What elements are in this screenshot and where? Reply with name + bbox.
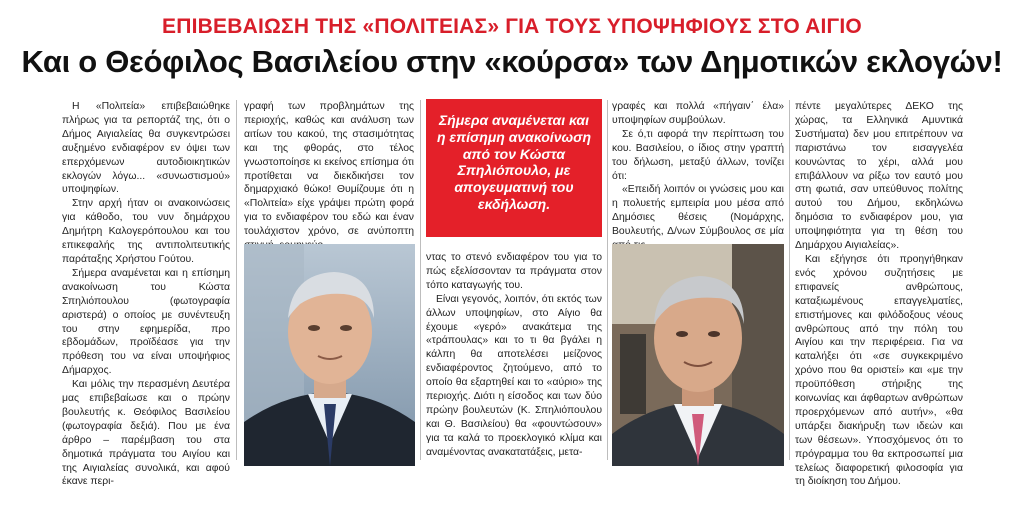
article-column-1 <box>62 100 230 489</box>
column-divider <box>236 100 237 460</box>
article-column-3 <box>426 251 602 460</box>
paragraph: Σήμερα αναμένεται και η επίσημη ανακοίνωση του Κώστα Σπηλιόπουλου (φωτογραφία αριστερά) ο οποίος με συνέντευξη του στην εφημερίδα, προ εβδομάδων, προϊδέασε για την πρόθεση του να είναι υποψήφιος Δήμαρχος. <box>62 267 230 377</box>
paragraph: πέντε μεγαλύτερες ΔΕΚΟ της χώρας, τα Ελληνικά Αμυντικά Συστήματα) δεν μου επιτρέπουν να παριστάνω τον εισαγγελέα κουνώντας το χέρι, αλλά μου επιβάλλουν να ρίξω τον εαυτό μου στη φωτιά, σαν υπεύθυνος πολίτης αυτού του Δήμου, εκδηλώνω δημόσια το ενδιαφέρον μου, για υποψηφιότητα για τη θέση του Δημάρχου Αιγιαλείας». <box>795 101 963 252</box>
column-divider <box>607 100 608 460</box>
kicker: ΕΠΙΒΕΒΑΙΩΣΗ ΤΗΣ «ΠΟΛΙΤΕΙΑΣ» ΓΙΑ ΤΟΥΣ ΥΠΟΨΗΦΙΟΥΣ ΣΤΟ ΑΙΓΙΟ <box>162 15 862 38</box>
headline: Και ο Θεόφιλος Βασιλείου στην «κούρσα» των Δημοτικών εκλογών! <box>21 44 1003 79</box>
article-column-5 <box>795 100 963 489</box>
portrait-image <box>612 244 784 466</box>
paragraph: Η «Πολιτεία» επιβεβαιώθηκε πλήρως για τα ρεπορτάζ της, ότι ο Δήμος Αιγιαλείας θα συγκεντρώσει αυξημένο ενδιαφέρον εν όψει των επερχόμενων αυτοδιοικητικών εκλογών λόγω... «συνωστισμού» υποψηφίων. <box>62 101 230 196</box>
paragraph: «Επειδή λοιπόν οι γνώσεις μου και η πολυετής εμπειρία μου μέσα από Δημόσιες θέσεις (Νομάρχης, Βουλευτής, Δ/νων Σύμβουλος σε μία <box>612 184 784 238</box>
photo-spiliopoulos <box>244 244 415 466</box>
column-divider <box>789 100 790 460</box>
column-divider <box>420 100 421 460</box>
paragraph: γραφές και πολλά «πήγαιν΄ έλα» υποψηφίων συμβούλων. <box>612 101 784 126</box>
photo-vasileiou <box>612 244 784 466</box>
portrait-image <box>244 244 415 466</box>
paragraph: Σε ό,τι αφορά την περίπτωση του κου. Βασιλείου, ο ίδιος στην γραπτή του δήλωση, μεταξύ άλλων, τονίζει ότι: <box>612 128 784 182</box>
paragraph: γραφή των προβλημάτων της περιοχής, καθώς και ανάλυση των αιτίων του κακού, της στασιμότητας και της φθοράς, στο τέλος γνωστοποίησε κι εκείνος επίσημα ότι προτίθεται να διεκδικήσει τον δημαρχιακό θώκο! Θυμίζουμε ότι η «Πολιτεία» είχε γράψει πρώτη φορά για το ενδιαφέρον του εδώ και έναν τουλάχιστον χρόνο, σε ανύποπτη <box>244 101 414 238</box>
paragraph: ντας το στενό ενδιαφέρον του για το πώς εξελίσσονταν τα πράγματα στον τόπο καταγωγής του. <box>426 252 602 291</box>
paragraph: Στην αρχή ήταν οι ανακοινώσεις για κάθοδο, του νυν δημάρχου Δημήτρη Καλογερόπουλου και του επικεφαλής της αντιπολιτευτικής παράταξης Χρήστου Γούτου. <box>62 198 230 265</box>
pull-quote: Σήμερα αναμένεται και η επίσημη ανακοίνωση από τον Κώστα Σπηλιόπουλο, με απογευματινή του εκδήλωση. <box>426 99 602 237</box>
paragraph: Και εξήγησε ότι προηγήθηκαν ενός χρόνου συζητήσεις με επιφανείς ανθρώπους, καταξιωμένους επαγγελματίες, επιστήμονες και φιλόδοξους νέους ανθρώπους από την πόλη του Αιγίου και την περιφέρεια. Για να καταλήξει ότι «σε συγκεκριμένο χρόνο που θα οριστεί» και «με την προϋπόθεση στήριξης της κοινωνίας και άφθαρτων ανθρώπων προερχόμενων από αυτήν», «θα υπάρξει διακήρυξη των ιδεών και των θέσεων». Υποσχόμενος ότι το πρόγραμμα του θα εκπροσωπεί μια τελείως διαφορετική φιλοσοφία για τη διοίκηση του Δήμου. <box>795 253 963 488</box>
article-column-2 <box>244 100 414 253</box>
paragraph: Είναι γεγονός, λοιπόν, ότι εκτός των άλλων υποψηφίων, στο Αίγιο θα έχουμε «γερό» ανακάτεμα της «τράπουλας» και το τι θα βγάλει η κάλπη θα αποτελέσει μείζονος ενδιαφέροντος ζητούμενο, από το οποίο θα εξαρτηθεί και το «αύριο» της περιοχής. Διότι η είσοδος και των δύο πρώην βουλευτών (Κ. Σπηλιόπουλου και Θ. Βασιλείου) θα «φουντώσουν» για τα καλά το προεκλογικό κλίμα και αναμένοντας ανακατατάξεις, μετα- <box>426 293 602 458</box>
paragraph: Και μόλις την περασμένη Δευτέρα μας επιβεβαίωσε και ο πρώην βουλευτής κ. Θεόφιλος Βασιλείου (φωτογραφία δεξιά). Που με ένα άρθρο – παρέμβαση του στα δημοτικά πράγματα του Αιγίου και της Αιγιαλείας συνολικά, και αφού έκανε περι- <box>62 379 230 488</box>
article-column-4 <box>612 100 784 253</box>
